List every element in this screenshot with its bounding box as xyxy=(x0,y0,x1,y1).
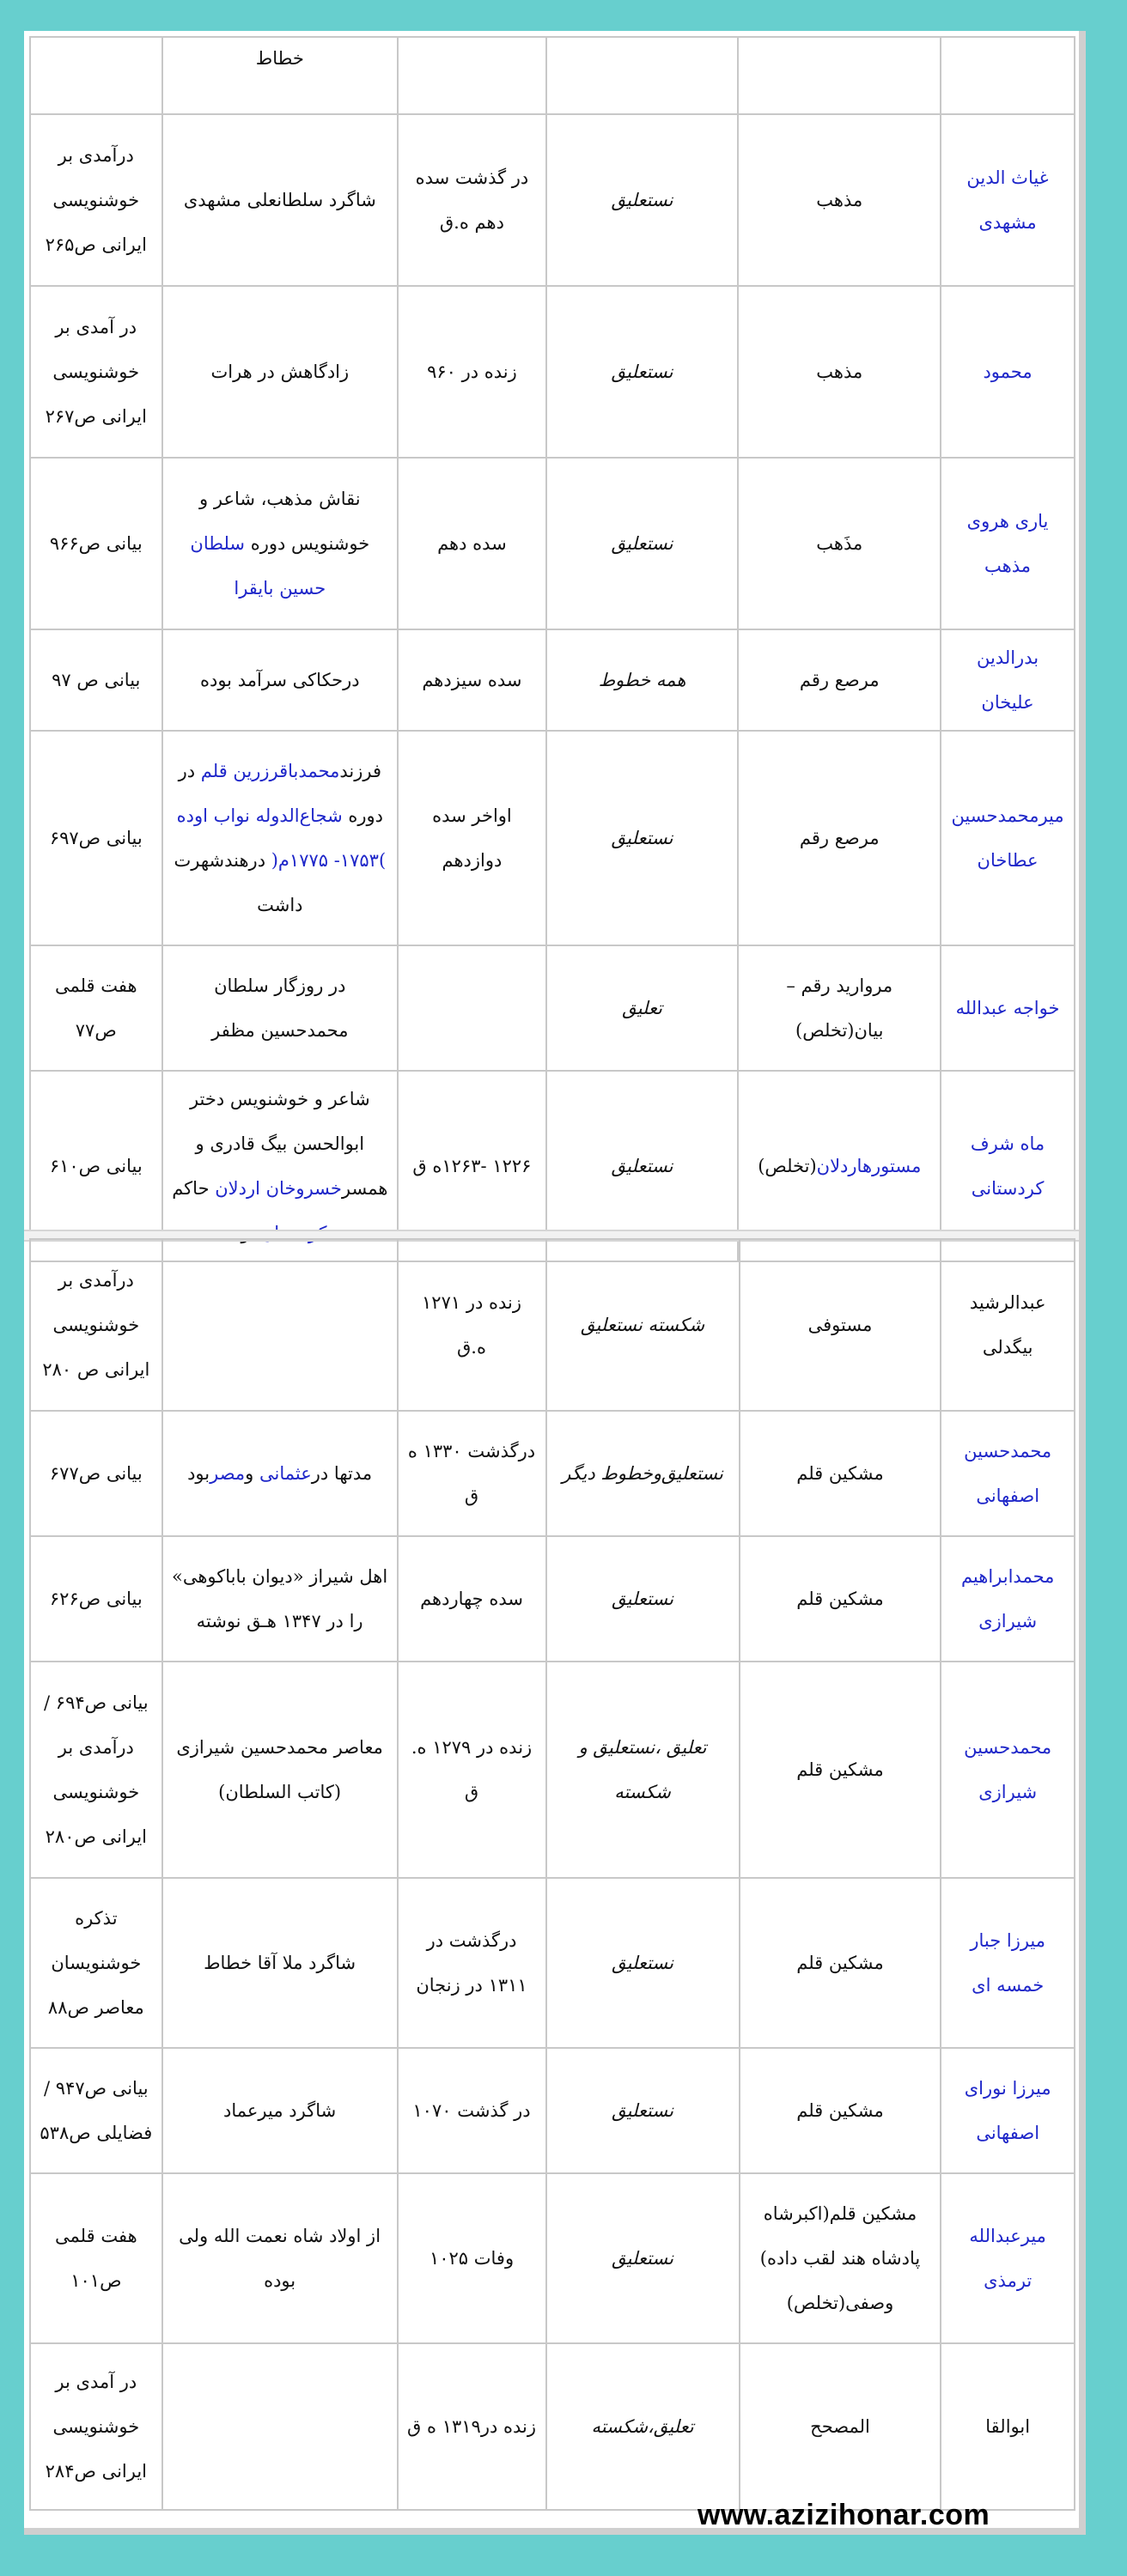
position-cell: مشکین قلم xyxy=(740,1536,941,1662)
name-cell[interactable]: میرزا جبار خمسه ای xyxy=(941,1878,1075,2048)
script-style-cell: نستعلیق xyxy=(546,731,739,945)
source-cell: بیانی ص۶۷۷ xyxy=(30,1411,162,1536)
name-cell[interactable]: یاری هروی مذهب xyxy=(941,458,1075,629)
date-cell: اواخر سده دوازدهم xyxy=(398,731,546,945)
source-cell: بیانی ص۹۶۶ xyxy=(30,458,162,629)
source-cell: بیانی ص۶۱۰ xyxy=(30,1071,162,1261)
script-style-cell: نستعلیق xyxy=(546,114,739,286)
source-cell: بیانی ص۶۲۶ xyxy=(30,1536,162,1662)
name-cell[interactable]: محمدحسین شیرازی xyxy=(941,1662,1075,1878)
date-cell: درگذشت در ۱۳۱۱ در زنجان xyxy=(398,1878,546,2048)
position-cell: مشکین قلم xyxy=(740,1662,941,1878)
position-cell: مذهب xyxy=(738,114,941,286)
position-text: (تخلص) xyxy=(758,1156,817,1176)
description-cell xyxy=(162,1239,398,1411)
position-cell: مشکین قلم xyxy=(740,1878,941,2048)
table-row xyxy=(30,114,1075,286)
calligraphers-table-top xyxy=(29,36,1075,1262)
source-cell: درآمدی بر خوشنویسی ایرانی ص ۲۸۰ xyxy=(30,1239,162,1411)
table-row xyxy=(30,1878,1075,2048)
source-cell: تذکره خوشنویسان معاصر ص۸۸ xyxy=(30,1878,162,2048)
date-cell: زنده در۱۳۱۹ ه ق xyxy=(398,2343,546,2510)
table-row xyxy=(30,37,1075,114)
source-cell xyxy=(30,37,162,114)
source-cell: بیانی ص۶۹۴ / درآمدی بر خوشنویسی ایرانی ص۲۸۰ xyxy=(30,1662,162,1878)
name-cell[interactable]: خواجه عبدالله xyxy=(941,945,1075,1071)
script-style-cell: نستعلیق‌وخطوط دیگر xyxy=(546,1411,740,1536)
position-cell xyxy=(738,37,941,114)
script-style-cell: تعلیق،شکسته xyxy=(546,2343,740,2510)
date-cell: سده سیزدهم xyxy=(398,629,546,731)
script-style-cell xyxy=(546,37,739,114)
position-cell: مرصع رقم xyxy=(738,629,941,731)
table-row xyxy=(30,945,1075,1071)
table-row xyxy=(30,286,1075,458)
table-row xyxy=(30,2173,1075,2343)
name-cell[interactable]: بدرالدین علیخان xyxy=(941,629,1075,731)
position-cell: مستوفی xyxy=(740,1239,941,1411)
document-page xyxy=(24,31,1086,2535)
description-cell: شاگرد میرعماد xyxy=(162,2048,398,2173)
script-style-cell: نستعلیق xyxy=(546,2048,740,2173)
table-row xyxy=(30,1411,1075,1536)
name-cell[interactable]: محمدحسین اصفهانی xyxy=(941,1411,1075,1536)
source-cell: بیانی ص۶۹۷ xyxy=(30,731,162,945)
description-text: فرزند xyxy=(339,761,382,781)
script-style-cell: نستعلیق xyxy=(546,1071,739,1261)
description-cell: در روزگار سلطان محمدحسین مظفر xyxy=(162,945,399,1071)
position-cell: مرصع رقم xyxy=(738,731,941,945)
date-cell xyxy=(398,37,546,114)
description-cell: از اولاد شاه نعمت الله ولی بوده xyxy=(162,2173,398,2343)
position-cell: مشکین قلم(اکبرشاه پادشاه هند لقب داده) وصفی(تخلص) xyxy=(740,2173,941,2343)
date-cell: سده دهم xyxy=(398,458,546,629)
position-link[interactable]: مستورهاردلان xyxy=(816,1156,922,1176)
script-style-cell: شکسته نستعلیق xyxy=(546,1239,740,1411)
script-style-cell: همه خطوط xyxy=(546,629,739,731)
date-cell: زنده در ۱۲۷۹ ه. ق xyxy=(398,1662,546,1878)
date-cell: زنده در ۱۲۷۱ ه.ق xyxy=(398,1239,546,1411)
position-cell: مذهب xyxy=(738,286,941,458)
date-cell: در گذشت ۱۰۷۰ xyxy=(398,2048,546,2173)
table-row xyxy=(30,1536,1075,1662)
source-cell: در آمدی بر خوشنویسی ایرانی ص۲۶۷ xyxy=(30,286,162,458)
description-cell: زادگاهش در هرات xyxy=(162,286,399,458)
description-cell: اهل شیراز «دیوان باباکوهی» را در ۱۳۴۷ هـق نوشته xyxy=(162,1536,398,1662)
source-cell: بیانی ص۹۴۷ / فضایلی ص۵۳۸ xyxy=(30,2048,162,2173)
script-style-cell: تعلیق xyxy=(546,945,739,1071)
table-row xyxy=(30,731,1075,945)
date-cell: ۱۲۲۶ -۱۲۶۳ه ق xyxy=(398,1071,546,1261)
description-text: مدتها در xyxy=(311,1463,373,1484)
description-text: شاعر و خوشنویس دختر ابوالحسن بیگ قادری و همسر xyxy=(189,1089,388,1199)
description-link[interactable]: عثمانی xyxy=(259,1463,312,1484)
description-cell: معاصر محمدحسین شیرازی (کاتب السلطان) xyxy=(162,1662,398,1878)
description-cell xyxy=(162,458,399,629)
description-cell xyxy=(162,1411,398,1536)
name-cell[interactable]: محمود xyxy=(941,286,1075,458)
source-cell: درآمدی بر خوشنویسی ایرانی ص۲۶۵ xyxy=(30,114,162,286)
position-cell: مذَهب xyxy=(738,458,941,629)
description-cell: شاگرد سلطانعلی مشهدی xyxy=(162,114,399,286)
date-cell: وفات ۱۰۲۵ xyxy=(398,2173,546,2343)
table-row xyxy=(30,458,1075,629)
name-cell[interactable]: ابوالقا xyxy=(941,2343,1075,2510)
description-link[interactable]: شجاع‌الدوله نواب اوده )۱۷۵۳- ۱۷۷۵م( xyxy=(176,805,387,871)
site-watermark: www.azizihonar.com xyxy=(698,2499,990,2531)
description-cell xyxy=(162,2343,398,2510)
table-row xyxy=(30,1662,1075,1878)
description-cell xyxy=(162,731,399,945)
position-cell: مروارید رقم – بیان(تخلص) xyxy=(738,945,941,1071)
script-style-cell: نستعلیق xyxy=(546,1536,740,1662)
description-link[interactable]: محمدباقرزرین قلم xyxy=(200,761,340,781)
description-cell: خطاط xyxy=(162,37,399,114)
calligraphers-table-bottom xyxy=(29,1238,1075,2511)
name-cell[interactable]: میرمحمدحسین عطاخان xyxy=(941,731,1075,945)
date-cell: زنده در ۹۶۰ xyxy=(398,286,546,458)
script-style-cell: نستعلیق xyxy=(546,286,739,458)
name-cell[interactable]: عبدالرشید بیگدلی xyxy=(941,1239,1075,1411)
table-row xyxy=(30,1239,1075,1411)
table-row xyxy=(30,2048,1075,2173)
description-text: نقاش مذهب، شاعر و خوشنویس دوره xyxy=(199,489,370,554)
position-cell: مشکین قلم xyxy=(740,1411,941,1536)
name-cell[interactable]: میرعبدالله ترمذی xyxy=(941,2173,1075,2343)
description-link[interactable]: خسروخان اردلان xyxy=(215,1178,342,1199)
description-text: حاکم xyxy=(172,1178,216,1199)
script-style-cell: نستعلیق xyxy=(546,458,739,629)
description-text: و xyxy=(245,1463,259,1484)
description-cell: شاگرد ملا آقا خطاط xyxy=(162,1878,398,2048)
date-cell: سده چهاردهم xyxy=(398,1536,546,1662)
date-cell xyxy=(398,945,546,1071)
name-cell[interactable]: غیاث الدین مشهدی xyxy=(941,114,1075,286)
table-row xyxy=(30,2343,1075,2510)
script-style-cell: نستعلیق xyxy=(546,1878,740,2048)
description-link[interactable]: مصر xyxy=(210,1463,246,1484)
script-style-cell: تعلیق ،نستعلیق و شکسته xyxy=(546,1662,740,1878)
source-cell: در آمدی بر خوشنویسی ایرانی ص۲۸۴ xyxy=(30,2343,162,2510)
source-cell: هفت قلمی ص۷۷ xyxy=(30,945,162,1071)
script-style-cell: نستعلیق xyxy=(546,2173,740,2343)
date-cell: در گذشت سده دهم ه.ق xyxy=(398,114,546,286)
date-cell: درگذشت ۱۳۳۰ ه ق xyxy=(398,1411,546,1536)
description-text: بود xyxy=(187,1463,210,1484)
name-cell[interactable]: محمدابراهیم شیرازی xyxy=(941,1536,1075,1662)
position-cell: مشکین قلم xyxy=(740,2048,941,2173)
description-cell: درحکاکی سرآمد بوده xyxy=(162,629,399,731)
name-cell[interactable]: میرزا نورای اصفهانی xyxy=(941,2048,1075,2173)
source-cell: هفت قلمی ص۱۰۱ xyxy=(30,2173,162,2343)
position-cell: المصحح xyxy=(740,2343,941,2510)
name-cell[interactable]: ماه شرف کردستانی xyxy=(941,1071,1075,1261)
description-text: در دوره xyxy=(178,761,384,826)
source-cell: بیانی ص ۹۷ xyxy=(30,629,162,731)
table-row xyxy=(30,629,1075,731)
description-link[interactable]: سلطان حسین بایقرا xyxy=(190,533,326,598)
name-cell[interactable] xyxy=(941,37,1075,114)
description-text: درهندشهرت داشت xyxy=(174,850,303,915)
